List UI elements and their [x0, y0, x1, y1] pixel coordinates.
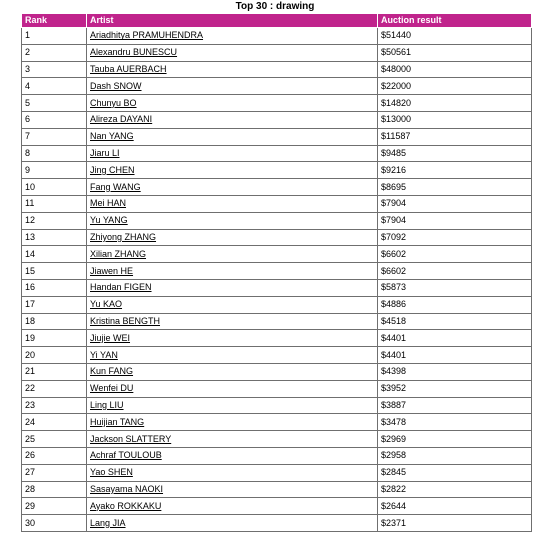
auction-result-cell: $5873: [378, 279, 532, 296]
column-header-artist: Artist: [87, 14, 378, 28]
artist-cell: [87, 195, 378, 212]
column-header-rank: Rank: [22, 14, 87, 28]
artist-cell: [87, 128, 378, 145]
rank-cell: 6: [22, 111, 87, 128]
auction-result-cell: $4518: [378, 313, 532, 330]
rank-cell: 9: [22, 162, 87, 179]
artist-link[interactable]: Jackson SLATTERY: [90, 433, 172, 444]
ranking-table: [21, 13, 532, 532]
artist-cell: [87, 347, 378, 364]
table-body: [22, 28, 532, 532]
auction-result-cell: $6602: [378, 246, 532, 263]
auction-result-cell: $3887: [378, 397, 532, 414]
table-row: [22, 229, 532, 246]
artist-link[interactable]: Mei HAN: [90, 198, 127, 209]
rank-cell: 20: [22, 347, 87, 364]
table-row: [22, 61, 532, 78]
table-row: [22, 330, 532, 347]
rank-cell: 12: [22, 212, 87, 229]
artist-cell: [87, 179, 378, 196]
artist-link[interactable]: Ayako ROKKAKU: [90, 500, 162, 511]
rank-cell: 19: [22, 330, 87, 347]
artist-cell: [87, 481, 378, 498]
auction-result-cell: $2958: [378, 447, 532, 464]
rank-cell: 27: [22, 464, 87, 481]
table-row: [22, 28, 532, 45]
artist-link[interactable]: Alexandru BUNESCU: [90, 47, 178, 58]
artist-cell: [87, 44, 378, 61]
auction-result-cell: $2371: [378, 515, 532, 532]
table-row: [22, 145, 532, 162]
artist-cell: [87, 145, 378, 162]
table-row: [22, 481, 532, 498]
artist-link[interactable]: Jiaru LI: [90, 147, 120, 158]
artist-link[interactable]: Yu KAO: [90, 299, 123, 310]
artist-cell: [87, 363, 378, 380]
artist-link[interactable]: Dash SNOW: [90, 80, 142, 91]
rank-cell: 1: [22, 28, 87, 45]
artist-cell: [87, 246, 378, 263]
rank-cell: 30: [22, 515, 87, 532]
rank-cell: 23: [22, 397, 87, 414]
auction-result-cell: $11587: [378, 128, 532, 145]
artist-link[interactable]: Huijian TANG: [90, 416, 145, 427]
artist-link[interactable]: Tauba AUERBACH: [90, 63, 167, 74]
artist-cell: [87, 431, 378, 448]
rank-cell: 26: [22, 447, 87, 464]
artist-cell: [87, 464, 378, 481]
auction-result-cell: $4401: [378, 330, 532, 347]
rank-cell: 13: [22, 229, 87, 246]
table-row: [22, 279, 532, 296]
artist-link[interactable]: Jing CHEN: [90, 164, 135, 175]
rank-cell: 29: [22, 498, 87, 515]
rank-cell: 16: [22, 279, 87, 296]
rank-cell: 7: [22, 128, 87, 145]
rank-cell: 24: [22, 414, 87, 431]
table-row: [22, 447, 532, 464]
rank-cell: 5: [22, 95, 87, 112]
table-row: [22, 162, 532, 179]
rank-cell: 11: [22, 195, 87, 212]
artist-cell: [87, 111, 378, 128]
artist-cell: [87, 313, 378, 330]
table-row: [22, 363, 532, 380]
artist-link[interactable]: Yu YANG: [90, 215, 128, 226]
artist-link[interactable]: Ling LIU: [90, 399, 124, 410]
auction-result-cell: $4398: [378, 363, 532, 380]
rank-cell: 22: [22, 380, 87, 397]
table-row: [22, 515, 532, 532]
auction-result-cell: $9485: [378, 145, 532, 162]
auction-result-cell: $22000: [378, 78, 532, 95]
artist-cell: [87, 447, 378, 464]
auction-result-cell: $2822: [378, 481, 532, 498]
artist-cell: [87, 162, 378, 179]
artist-link[interactable]: Sasayama NAOKI: [90, 483, 164, 494]
artist-link[interactable]: Achraf TOULOUB: [90, 450, 162, 461]
auction-result-cell: $2969: [378, 431, 532, 448]
table-caption: Top 30 : drawing: [235, 1, 315, 12]
table-row: [22, 498, 532, 515]
artist-cell: [87, 212, 378, 229]
artist-cell: [87, 28, 378, 45]
artist-cell: [87, 229, 378, 246]
rank-cell: 18: [22, 313, 87, 330]
rank-cell: 10: [22, 179, 87, 196]
artist-cell: [87, 95, 378, 112]
artist-link[interactable]: Lang JIA: [90, 517, 126, 528]
rank-cell: 15: [22, 263, 87, 280]
table-row: [22, 128, 532, 145]
rank-cell: 4: [22, 78, 87, 95]
table-row: [22, 397, 532, 414]
table-row: [22, 212, 532, 229]
auction-result-cell: $7904: [378, 195, 532, 212]
table-row: [22, 296, 532, 313]
table-row: [22, 111, 532, 128]
artist-link[interactable]: Yao SHEN: [90, 467, 133, 478]
auction-result-cell: $6602: [378, 263, 532, 280]
auction-result-cell: $50561: [378, 44, 532, 61]
auction-result-cell: $13000: [378, 111, 532, 128]
artist-link[interactable]: Alireza DAYANI: [90, 114, 153, 125]
auction-result-cell: $51440: [378, 28, 532, 45]
rank-cell: 17: [22, 296, 87, 313]
header-row: [22, 14, 532, 28]
table-row: [22, 246, 532, 263]
artist-cell: [87, 414, 378, 431]
auction-result-cell: $4401: [378, 347, 532, 364]
artist-link[interactable]: Jiawen HE: [90, 265, 134, 276]
rank-cell: 8: [22, 145, 87, 162]
auction-result-cell: $4886: [378, 296, 532, 313]
table-row: [22, 78, 532, 95]
auction-result-cell: $8695: [378, 179, 532, 196]
artist-link[interactable]: Ariadhitya PRAMUHENDRA: [90, 30, 204, 41]
artist-cell: [87, 61, 378, 78]
artist-link[interactable]: Kun FANG: [90, 366, 134, 377]
artist-link[interactable]: Yi YAN: [90, 349, 118, 360]
auction-result-cell: $2644: [378, 498, 532, 515]
table-row: [22, 195, 532, 212]
artist-link[interactable]: Kristina BENGTH: [90, 315, 161, 326]
table-row: [22, 179, 532, 196]
artist-link[interactable]: Xilian ZHANG: [90, 248, 147, 259]
artist-cell: [87, 498, 378, 515]
table-row: [22, 380, 532, 397]
auction-result-cell: $7904: [378, 212, 532, 229]
artist-cell: [87, 380, 378, 397]
table-row: [22, 464, 532, 481]
artist-cell: [87, 397, 378, 414]
artist-link[interactable]: Fang WANG: [90, 181, 141, 192]
auction-result-cell: $7092: [378, 229, 532, 246]
artist-cell: [87, 279, 378, 296]
table-row: [22, 414, 532, 431]
artist-link[interactable]: Nan YANG: [90, 131, 134, 142]
artist-link[interactable]: Zhiyong ZHANG: [90, 231, 157, 242]
artist-link[interactable]: Jiujie WEI: [90, 332, 131, 343]
artist-cell: [87, 296, 378, 313]
table-row: [22, 313, 532, 330]
table-row: [22, 263, 532, 280]
artist-link[interactable]: Wenfei DU: [90, 383, 134, 394]
rank-cell: 28: [22, 481, 87, 498]
artist-link[interactable]: Handan FIGEN: [90, 282, 152, 293]
artist-cell: [87, 263, 378, 280]
rank-cell: 2: [22, 44, 87, 61]
auction-result-cell: $9216: [378, 162, 532, 179]
auction-result-cell: $3952: [378, 380, 532, 397]
auction-result-cell: $3478: [378, 414, 532, 431]
artist-cell: [87, 78, 378, 95]
artist-cell: [87, 515, 378, 532]
rank-cell: 21: [22, 363, 87, 380]
rank-cell: 25: [22, 431, 87, 448]
rank-cell: 3: [22, 61, 87, 78]
auction-result-cell: $14820: [378, 95, 532, 112]
rank-cell: 14: [22, 246, 87, 263]
table-row: [22, 431, 532, 448]
artist-cell: [87, 330, 378, 347]
auction-result-cell: $48000: [378, 61, 532, 78]
table-row: [22, 95, 532, 112]
table-row: [22, 44, 532, 61]
auction-result-cell: $2845: [378, 464, 532, 481]
table-row: [22, 347, 532, 364]
column-header-auction-result: Auction result: [378, 14, 532, 28]
artist-link[interactable]: Chunyu BO: [90, 97, 137, 108]
